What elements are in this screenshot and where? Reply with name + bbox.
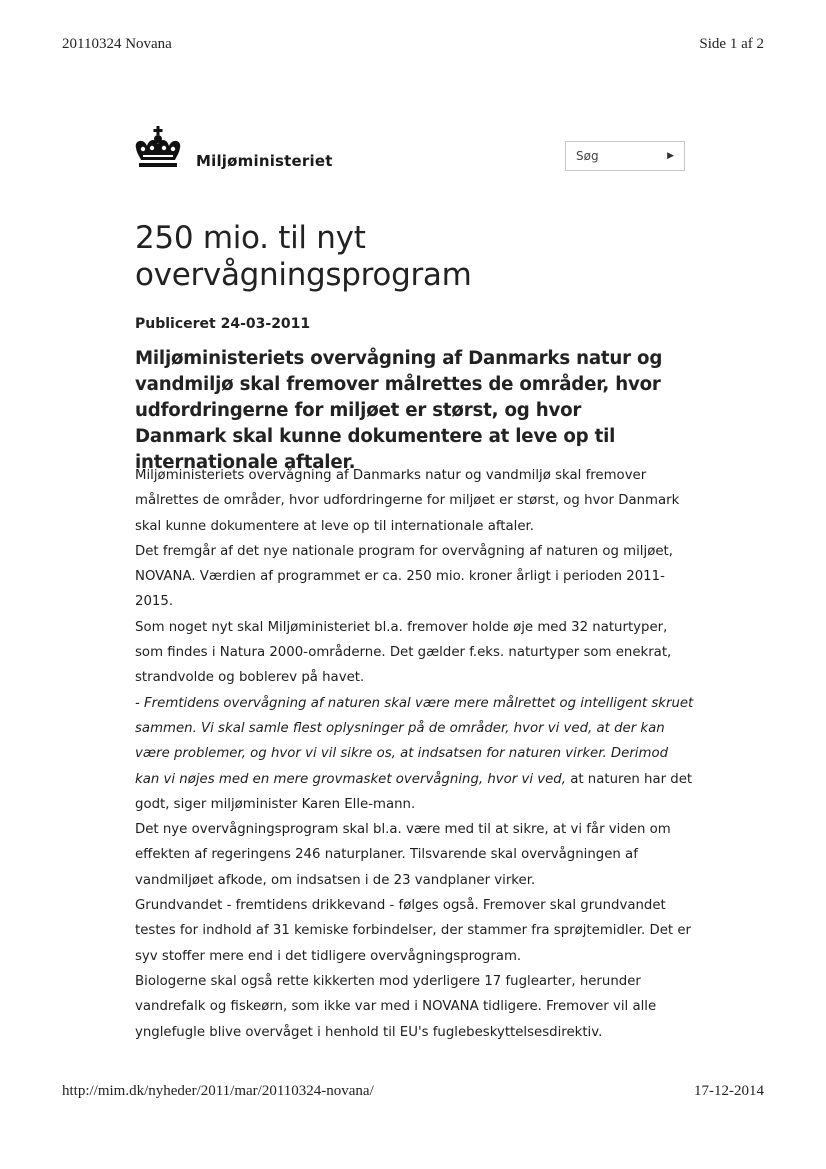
search-label: Søg xyxy=(576,149,599,163)
print-footer xyxy=(62,1083,764,1100)
site-name: Miljøministeriet xyxy=(196,152,333,170)
crown-icon xyxy=(130,126,186,174)
article-body xyxy=(135,463,695,1045)
print-header-title: 20110324 Novana xyxy=(62,36,172,52)
body-paragraph: Miljøministeriets overvågning af Danmarks natur og vandmiljø skal fremover målrettes de områder, hvor udfordringerne for miljøet er størst, og hvor Danmark skal kunne dokumentere at leve op til internationale aftaler. xyxy=(135,468,680,534)
publish-date: Publiceret 24-03-2011 xyxy=(135,316,311,332)
article-title: 250 mio. til nyt overvågningsprogram xyxy=(135,220,472,293)
page-number: Side 1 af 2 xyxy=(699,36,764,52)
page-url: http://mim.dk/nyheder/2011/mar/20110324-novana/ xyxy=(62,1083,374,1099)
body-paragraph: Grundvandet - fremtidens drikkevand - følges også. Fremover skal grundvandet testes for indhold af 31 kemiske forbindelser, der stammer fra sprøjtemidler. Det er syv stoffer mere end i det tidligere overvågningsprogram. xyxy=(135,898,692,964)
body-paragraph: Biologerne skal også rette kikkerten mod yderligere 17 fuglearter, herunder vandrefalk og fiskeørn, som ikke var med i NOVANA tidligere. Fremover vil alle ynglefugle blive overvåget i henhold til EU's fuglebeskyttelsesdirektiv. xyxy=(135,973,657,1040)
site-logo[interactable] xyxy=(130,126,333,174)
print-date: 17-12-2014 xyxy=(694,1083,764,1099)
body-paragraph: Som noget nyt skal Miljøministeriet bl.a. fremover holde øje med 32 naturtyper, som findes i Natura 2000-områderne. Det gælder f.eks. naturtyper som enekrat, strandvolde og boblerev på havet. xyxy=(135,619,672,686)
quote-paragraph xyxy=(135,691,695,817)
play-arrow-icon: ▶ xyxy=(667,151,674,161)
article-lead: Miljøministeriets overvågning af Danmarks natur og vandmiljø skal fremover målrettes de områder, hvor udfordringerne for miljøet er størst, og hvor Danmark skal kunne dokumentere at leve op til internationale aftaler. xyxy=(135,348,663,473)
body-paragraph: Det fremgår af det nye nationale program for overvågning af naturen og miljøet, NOVANA. Værdien af programmet er ca. 250 mio. kroner årligt i perioden 2011-2015. xyxy=(135,543,673,610)
search-button[interactable] xyxy=(565,141,685,171)
body-paragraph: Det nye overvågningsprogram skal bl.a. være med til at sikre, at vi får viden om effekten af regeringens 246 naturplaner. Tilsvarende skal overvågningen af vandmiljøet afkode, om indsatsen i de 23 vandplaner virker. xyxy=(135,822,671,888)
quote-attribution: at naturen har det godt, siger miljøminister Karen Elle-mann. xyxy=(135,771,693,812)
minister-quote: - Fremtidens overvågning af naturen skal være mere målrettet og intelligent skruet sammen. Vi skal samle flest oplysninger på de områder, hvor vi ved, at der kan være problemer, og hvor vi vil sikre os, at indsatsen for naturen virker. Derimod kan vi nøjes med en mere grovmasket overvågning, hvor vi ved, xyxy=(135,695,694,787)
print-header xyxy=(62,36,764,53)
